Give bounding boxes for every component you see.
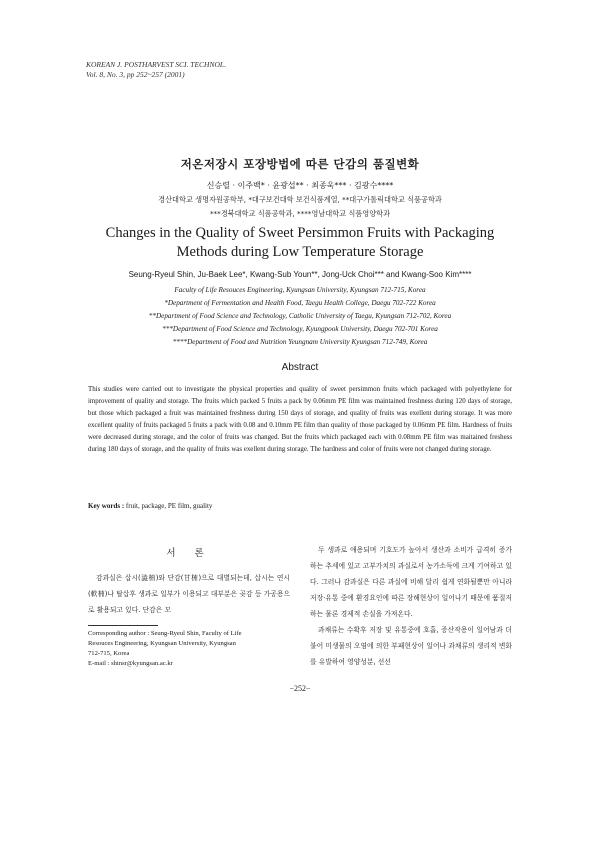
intro-paragraph: 과채류는 수확후 저장 및 유통중에 호흡, 증산작용이 일어남과 더불어 미생물의 오염에 의한 부패현상이 일어나 과채류의 생리적 변화를 유발하여 영양성분, 선선 [310, 626, 512, 666]
english-affiliation-line: *Department of Fermentation and Health Food, Taegu Health College, Daegu 702-722 Korea [164, 299, 436, 307]
journal-header [86, 60, 226, 80]
intro-right-column [310, 542, 512, 670]
korean-title: 저온저장시 포장방법에 따른 단감의 품질변화 [180, 157, 420, 171]
journal-volume: Vol. 8, No. 3, pp 252~257 (2001) [86, 70, 185, 79]
korean-affiliation-line: ***경북대학교 식품공학과, ****영남대학교 식품영양학과 [209, 209, 391, 218]
korean-authors: 신승렬 · 이주백* · 윤광섭** · 최종욱*** · 김광수**** [206, 181, 394, 190]
intro-paragraph: 두 생과로 애용되며 기호도가 높아서 생산과 소비가 급격히 증가하는 추세에 있고 고부가치의 과실로서 농가소득에 크게 기여하고 있다. 그러나 감과실은 다른 과실에 비해 달리 쉽게 연화될뿐만 아니라 저장·유통 중에 환경요인에 따른 장해현상이 일어나기 때문에 품질저하는 물론 경제적 손실을 가져온다. [310, 546, 512, 618]
corresponding-author-footnote [88, 629, 292, 669]
keywords [88, 502, 512, 510]
footnote-line: Resouces Engineering, Kyungsan University, Kyungsan [88, 640, 236, 647]
keywords-label: Key words : [88, 502, 125, 510]
footnote-email: E-mail : shinsr@kyungsan.ac.kr [88, 660, 173, 667]
journal-name: KOREAN J. POSTHARVEST SCI. TECHNOL. [86, 60, 226, 69]
english-affiliation-line: ****Department of Food and Nutrition Yeungnam University Kyungsan 712-749, Korea [172, 338, 428, 346]
english-affiliation-line: Faculty of Life Resouces Engineering, Kyungsan University, Kyungsan 712-715, Korea [174, 286, 426, 294]
intro-left-column: 감과실은 삽시(澁枾)와 단감(甘枾)으로 대별되는데, 삽시는 연시(軟枾)나 탈삽후 생과로 일부가 이용되고 대부분은 곶감 등 가공용으로 활용되고 있다. 단감은 모 [88, 574, 290, 614]
abstract-body: This studies were carried out to investigate the physical properties and quality of sweet persimmon fruits which packaged with polyethylene for improvement of quality and storage. The fruits which packed 5 fruits a pack by 0.06mm PE film was maintained freshness during 120 days of storage, but those which packaged a fruit was maintained freshness during 150 days of storage, and quality of fruits was exellent during storage. It was more excellent quality of fruits packaged 5 fruits a pack with 0.08 and 0.10mm PE film than quality of those packaged by 0.06mm PE film. Hardness of fruits were decreased during storage, and the color of fruits was changed. But the fruits which packaged each with 0.08mm PE film was maitained freshess during 180 days of storage, and the quality of fruits was exellent during storage. The hardness and color of fruits were not changed during storage. [88, 386, 512, 453]
footnote-divider [88, 625, 158, 626]
korean-affiliations [0, 193, 600, 221]
english-title-line: Methods during Low Temperature Storage [176, 244, 424, 260]
page-number: −252− [289, 684, 311, 693]
abstract-heading: Abstract [281, 362, 319, 373]
footnote-line: 712-715, Korea [88, 650, 130, 657]
english-affiliation-line: ***Department of Food Science and Technology, Kyungpook University, Daegu 702-701 Korea [162, 325, 438, 333]
english-affiliation-line: **Department of Food Science and Technology, Catholic University of Taegu, Kyungsan 712-702, Korea [148, 312, 452, 320]
english-title-line: Changes in the Quality of Sweet Persimmon Fruits with Packaging [105, 225, 495, 241]
korean-affiliation-line: 경산대학교 생명자원공학부, *대구보건대학 보건식품계열, **대구가톨릭대학교 식품공학과 [158, 195, 442, 204]
english-title [0, 224, 600, 262]
english-authors: Seung-Ryeul Shin, Ju-Baek Lee*, Kwang-Sub Youn**, Jong-Uck Choi*** and Kwang-Soo Kim**** [128, 270, 472, 279]
footnote-line: Corresponding author : Seung-Ryeul Shin, Faculty of Life [88, 630, 242, 637]
keywords-list: fruit, package, PE film, guality [125, 502, 213, 510]
english-affiliations [0, 284, 600, 349]
intro-heading: 서 론 [166, 548, 212, 559]
